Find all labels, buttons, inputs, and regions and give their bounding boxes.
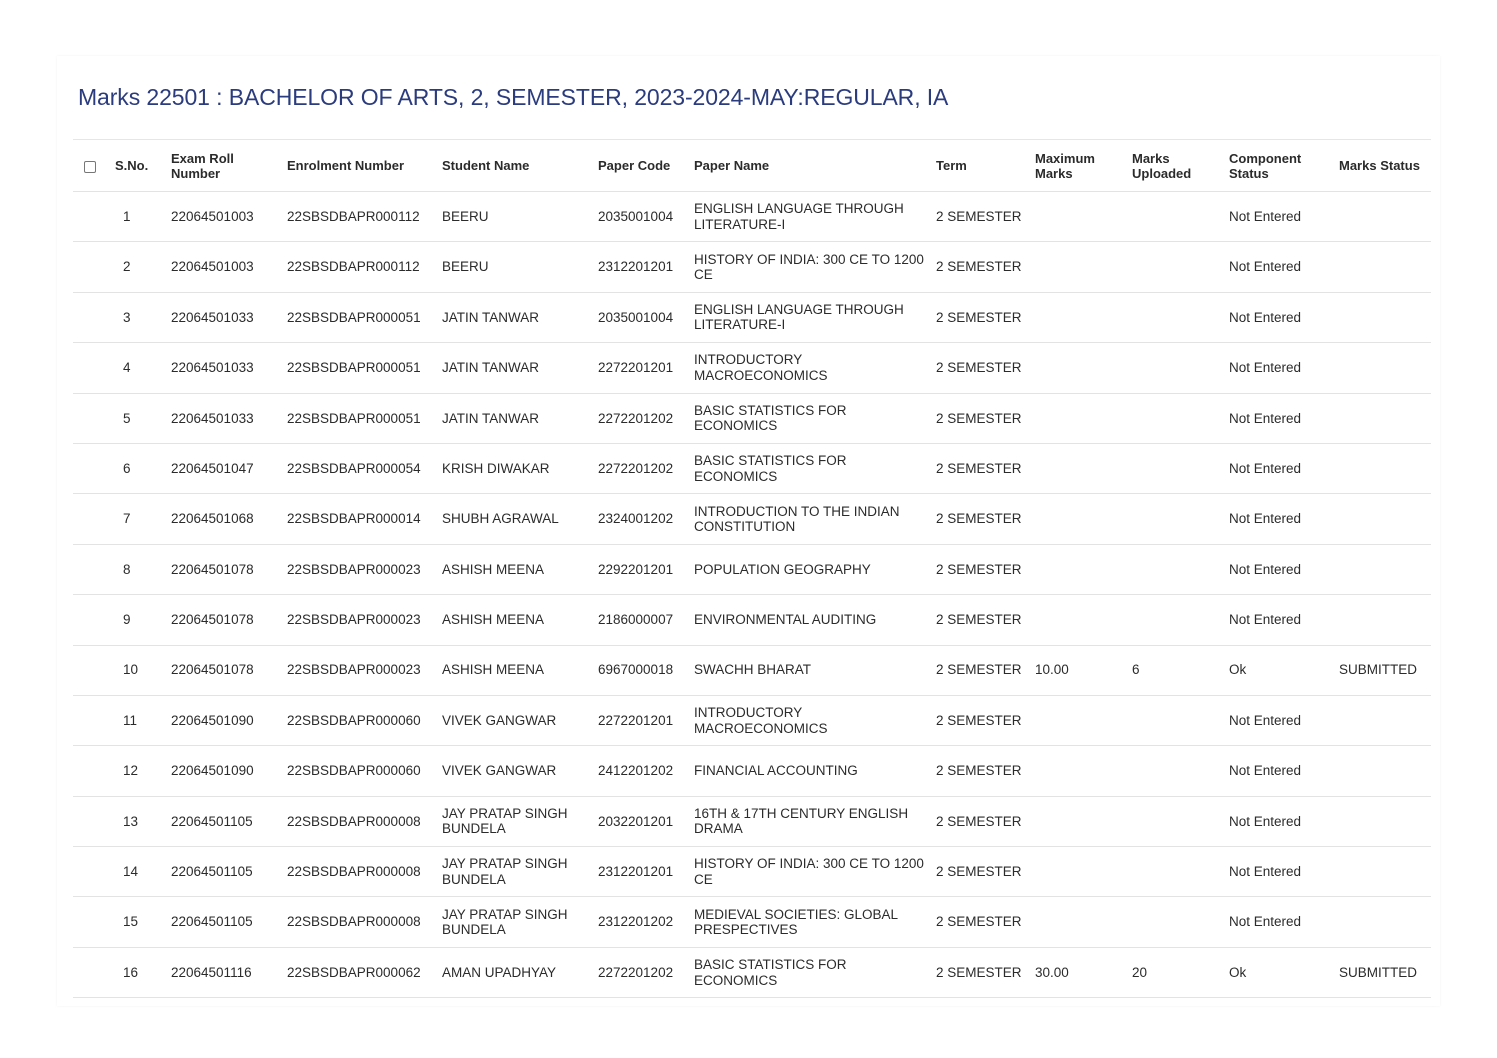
cell-paper-code: 6967000018 xyxy=(598,662,674,678)
cell-max-marks xyxy=(1029,544,1126,594)
cell-sno: 8 xyxy=(123,561,131,577)
cell-marks-uploaded xyxy=(1126,343,1223,393)
header-sno[interactable]: S.No. xyxy=(115,158,149,173)
table-row xyxy=(73,292,1431,342)
cell-max-marks xyxy=(1029,494,1126,544)
cell-marks-status xyxy=(1333,242,1431,292)
table-row xyxy=(73,494,1431,544)
cell-marks-uploaded xyxy=(1126,695,1223,745)
header-term[interactable]: Term xyxy=(936,158,967,173)
cell-student-name: ASHISH MEENA xyxy=(442,561,545,577)
table-row xyxy=(73,897,1431,947)
cell-sno: 2 xyxy=(123,259,131,275)
row-select-cell xyxy=(73,242,109,292)
cell-paper-name: BASIC STATISTICS FOR ECONOMICS xyxy=(694,957,847,988)
cell-sno: 9 xyxy=(123,612,131,628)
cell-component-status: Not Entered xyxy=(1229,712,1302,728)
cell-term: 2 SEMESTER xyxy=(936,763,1022,779)
cell-student-name: VIVEK GANGWAR xyxy=(442,763,557,779)
cell-enrolment: 22SBSDBAPR000008 xyxy=(287,813,421,829)
header-marks-status[interactable]: Marks Status xyxy=(1339,158,1420,173)
cell-term: 2 SEMESTER xyxy=(936,309,1022,325)
cell-sno: 13 xyxy=(123,813,139,829)
cell-term: 2 SEMESTER xyxy=(936,864,1022,880)
cell-marks-status xyxy=(1333,292,1431,342)
cell-paper-name: 16TH & 17TH CENTURY ENGLISH DRAMA xyxy=(694,805,909,837)
header-paper-code[interactable]: Paper Code xyxy=(598,158,671,173)
cell-enrolment: 22SBSDBAPR000051 xyxy=(287,410,421,426)
cell-exam-roll: 22064501105 xyxy=(171,813,253,829)
cell-student-name: AMAN UPADHYAY xyxy=(442,964,557,980)
cell-sno: 5 xyxy=(123,410,131,426)
cell-sno: 16 xyxy=(123,964,139,980)
cell-exam-roll: 22064501047 xyxy=(171,460,254,476)
cell-paper-code: 2272201201 xyxy=(598,360,674,376)
cell-term: 2 SEMESTER xyxy=(936,259,1022,275)
cell-exam-roll: 22064501078 xyxy=(171,561,254,577)
table-row xyxy=(73,595,1431,645)
cell-exam-roll: 22064501105 xyxy=(171,864,253,880)
cell-component-status: Not Entered xyxy=(1229,864,1302,880)
cell-marks-uploaded xyxy=(1126,242,1223,292)
cell-component-status: Not Entered xyxy=(1229,511,1302,527)
cell-marks-status: SUBMITTED xyxy=(1339,662,1418,678)
cell-exam-roll: 22064501033 xyxy=(171,360,254,376)
cell-paper-code: 2312201201 xyxy=(598,864,674,880)
table-row xyxy=(73,242,1431,292)
cell-paper-name: HISTORY OF INDIA: 300 CE TO 1200 CE xyxy=(694,856,924,887)
cell-paper-code: 2312201202 xyxy=(598,914,674,930)
cell-marks-status xyxy=(1333,796,1431,846)
cell-exam-roll: 22064501090 xyxy=(171,712,254,728)
cell-component-status: Not Entered xyxy=(1229,914,1302,930)
cell-marks-uploaded xyxy=(1126,494,1223,544)
cell-marks-uploaded xyxy=(1126,746,1223,796)
cell-student-name: JATIN TANWAR xyxy=(442,360,539,376)
cell-student-name: ASHISH MEENA xyxy=(442,612,545,628)
header-paper-name[interactable]: Paper Name xyxy=(694,158,770,173)
cell-paper-name: BASIC STATISTICS FOR ECONOMICS xyxy=(694,453,847,484)
cell-paper-name: POPULATION GEOGRAPHY xyxy=(694,561,871,577)
cell-marks-status xyxy=(1333,393,1431,443)
cell-component-status: Not Entered xyxy=(1229,813,1302,829)
table-row xyxy=(73,393,1431,443)
cell-marks-uploaded xyxy=(1126,292,1223,342)
cell-component-status: Not Entered xyxy=(1229,259,1302,275)
table-row xyxy=(73,746,1431,796)
cell-max-marks xyxy=(1029,746,1126,796)
cell-term: 2 SEMESTER xyxy=(936,360,1022,376)
cell-max-marks: 10.00 xyxy=(1035,662,1069,678)
cell-marks-uploaded xyxy=(1126,544,1223,594)
cell-paper-name: ENVIRONMENTAL AUDITING xyxy=(694,612,877,628)
row-select-cell xyxy=(73,343,109,393)
cell-paper-code: 2032201201 xyxy=(598,813,674,829)
cell-paper-name: INTRODUCTION TO THE INDIAN CONSTITUTION xyxy=(694,503,900,535)
cell-enrolment: 22SBSDBAPR000060 xyxy=(287,763,421,779)
cell-component-status: Ok xyxy=(1229,662,1247,678)
cell-term: 2 SEMESTER xyxy=(936,410,1022,426)
cell-exam-roll: 22064501033 xyxy=(171,309,254,325)
cell-max-marks xyxy=(1029,242,1126,292)
cell-sno: 7 xyxy=(123,511,131,527)
row-select-cell xyxy=(73,192,109,242)
cell-exam-roll: 22064501078 xyxy=(171,662,254,678)
cell-max-marks xyxy=(1029,343,1126,393)
cell-student-name: JATIN TANWAR xyxy=(442,309,539,325)
cell-term: 2 SEMESTER xyxy=(936,662,1022,678)
cell-max-marks xyxy=(1029,695,1126,745)
header-student-name[interactable]: Student Name xyxy=(442,158,530,173)
select-all-cell[interactable] xyxy=(73,140,109,192)
cell-max-marks xyxy=(1029,443,1126,493)
cell-paper-code: 2272201202 xyxy=(598,460,674,476)
cell-paper-code: 2412201202 xyxy=(598,763,674,779)
cell-student-name: SHUBH AGRAWAL xyxy=(442,511,559,527)
cell-component-status: Not Entered xyxy=(1229,309,1302,325)
header-max-marks[interactable]: Maximum Marks xyxy=(1035,150,1095,181)
cell-sno: 14 xyxy=(123,864,139,880)
cell-marks-status xyxy=(1333,343,1431,393)
cell-student-name: JATIN TANWAR xyxy=(442,410,539,426)
cell-component-status: Not Entered xyxy=(1229,208,1302,224)
cell-exam-roll: 22064501003 xyxy=(171,208,254,224)
cell-term: 2 SEMESTER xyxy=(936,561,1022,577)
cell-marks-status xyxy=(1333,544,1431,594)
table-row xyxy=(73,645,1431,695)
row-select-cell xyxy=(73,897,109,947)
cell-paper-name: INTRODUCTORY MACROECONOMICS xyxy=(694,705,828,736)
cell-student-name: JAY PRATAP SINGH BUNDELA xyxy=(442,856,568,887)
row-select-cell xyxy=(73,443,109,493)
cell-max-marks xyxy=(1029,595,1126,645)
cell-component-status: Not Entered xyxy=(1229,360,1302,376)
table-header-row xyxy=(73,140,1431,192)
row-select-cell xyxy=(73,645,109,695)
cell-student-name: VIVEK GANGWAR xyxy=(442,712,557,728)
header-marks-uploaded[interactable]: Marks Uploaded xyxy=(1132,150,1192,181)
cell-max-marks xyxy=(1029,292,1126,342)
cell-enrolment: 22SBSDBAPR000023 xyxy=(287,612,421,628)
cell-marks-uploaded xyxy=(1126,393,1223,443)
cell-exam-roll: 22064501116 xyxy=(171,964,252,980)
row-select-cell xyxy=(73,393,109,443)
cell-marks-uploaded: 6 xyxy=(1132,662,1140,678)
cell-enrolment: 22SBSDBAPR000054 xyxy=(287,460,421,476)
cell-student-name: ASHISH MEENA xyxy=(442,662,545,678)
cell-paper-name: INTRODUCTORY MACROECONOMICS xyxy=(694,352,828,383)
cell-max-marks xyxy=(1029,897,1126,947)
cell-sno: 6 xyxy=(123,460,131,476)
cell-paper-name: HISTORY OF INDIA: 300 CE TO 1200 CE xyxy=(694,251,924,283)
cell-paper-name: ENGLISH LANGUAGE THROUGH LITERATURE-I xyxy=(694,201,904,232)
cell-term: 2 SEMESTER xyxy=(936,813,1022,829)
cell-marks-uploaded: 20 xyxy=(1132,964,1148,980)
cell-sno: 1 xyxy=(123,208,131,224)
cell-student-name: KRISH DIWAKAR xyxy=(442,460,550,476)
cell-exam-roll: 22064501090 xyxy=(171,763,254,779)
cell-paper-code: 2272201202 xyxy=(598,964,674,980)
table-row xyxy=(73,847,1431,897)
cell-enrolment: 22SBSDBAPR000060 xyxy=(287,712,421,728)
cell-student-name: BEERU xyxy=(442,208,489,224)
row-select-cell xyxy=(73,595,109,645)
table-row xyxy=(73,343,1431,393)
cell-enrolment: 22SBSDBAPR000062 xyxy=(287,964,421,980)
cell-component-status: Not Entered xyxy=(1229,460,1302,476)
cell-paper-code: 2035001004 xyxy=(598,208,674,224)
cell-enrolment: 22SBSDBAPR000023 xyxy=(287,662,421,678)
cell-sno: 15 xyxy=(123,914,139,930)
cell-marks-status xyxy=(1333,443,1431,493)
cell-max-marks xyxy=(1029,847,1126,897)
row-select-cell xyxy=(73,292,109,342)
row-select-cell xyxy=(73,494,109,544)
cell-exam-roll: 22064501068 xyxy=(171,511,254,527)
cell-marks-status xyxy=(1333,192,1431,242)
cell-sno: 4 xyxy=(123,360,131,376)
cell-marks-uploaded xyxy=(1126,897,1223,947)
cell-exam-roll: 22064501033 xyxy=(171,410,254,426)
cell-paper-code: 2186000007 xyxy=(598,612,674,628)
cell-marks-uploaded xyxy=(1126,595,1223,645)
cell-max-marks xyxy=(1029,192,1126,242)
cell-enrolment: 22SBSDBAPR000112 xyxy=(287,208,420,224)
cell-marks-status xyxy=(1333,695,1431,745)
cell-paper-code: 2292201201 xyxy=(598,561,674,577)
cell-marks-status xyxy=(1333,494,1431,544)
cell-component-status: Ok xyxy=(1229,964,1247,980)
table-row xyxy=(73,695,1431,745)
header-exam-roll[interactable]: Exam Roll Number xyxy=(171,150,234,181)
cell-paper-name: MEDIEVAL SOCIETIES: GLOBAL PRESPECTIVES xyxy=(694,906,898,938)
cell-term: 2 SEMESTER xyxy=(936,612,1022,628)
cell-component-status: Not Entered xyxy=(1229,561,1302,577)
cell-term: 2 SEMESTER xyxy=(936,460,1022,476)
cell-enrolment: 22SBSDBAPR000008 xyxy=(287,864,421,880)
cell-paper-name: BASIC STATISTICS FOR ECONOMICS xyxy=(694,402,847,434)
cell-enrolment: 22SBSDBAPR000008 xyxy=(287,914,421,930)
cell-term: 2 SEMESTER xyxy=(936,964,1022,980)
page-title: Marks 22501 : BACHELOR OF ARTS, 2, SEMESTER, 2023-2024-MAY:REGULAR, IA xyxy=(78,84,949,110)
cell-student-name: JAY PRATAP SINGH BUNDELA xyxy=(442,805,568,837)
cell-enrolment: 22SBSDBAPR000051 xyxy=(287,360,421,376)
table-row xyxy=(73,544,1431,594)
cell-marks-uploaded xyxy=(1126,192,1223,242)
marks-table xyxy=(73,139,1431,998)
header-component-status[interactable]: Component Status xyxy=(1229,150,1302,181)
cell-marks-uploaded xyxy=(1126,443,1223,493)
table-row xyxy=(73,443,1431,493)
cell-sno: 3 xyxy=(123,309,131,325)
cell-component-status: Not Entered xyxy=(1229,763,1302,779)
row-select-cell xyxy=(73,947,109,997)
header-enrolment[interactable]: Enrolment Number xyxy=(287,158,405,173)
cell-paper-name: SWACHH BHARAT xyxy=(694,662,812,678)
cell-marks-status xyxy=(1333,595,1431,645)
cell-sno: 11 xyxy=(123,712,138,728)
cell-enrolment: 22SBSDBAPR000051 xyxy=(287,309,421,325)
row-select-cell xyxy=(73,847,109,897)
table-row xyxy=(73,796,1431,846)
cell-marks-uploaded xyxy=(1126,847,1223,897)
cell-term: 2 SEMESTER xyxy=(936,914,1022,930)
cell-marks-status xyxy=(1333,746,1431,796)
cell-exam-roll: 22064501105 xyxy=(171,914,253,930)
cell-component-status: Not Entered xyxy=(1229,612,1302,628)
row-select-cell xyxy=(73,796,109,846)
row-select-cell xyxy=(73,746,109,796)
cell-paper-code: 2272201202 xyxy=(598,410,674,426)
cell-paper-code: 2324001202 xyxy=(598,511,674,527)
cell-term: 2 SEMESTER xyxy=(936,511,1022,527)
cell-paper-name: ENGLISH LANGUAGE THROUGH LITERATURE-I xyxy=(694,301,904,333)
cell-max-marks xyxy=(1029,393,1126,443)
cell-marks-status xyxy=(1333,847,1431,897)
cell-marks-uploaded xyxy=(1126,796,1223,846)
cell-paper-code: 2272201201 xyxy=(598,712,674,728)
cell-max-marks: 30.00 xyxy=(1035,964,1069,980)
cell-marks-status: SUBMITTED xyxy=(1339,964,1418,980)
table-row xyxy=(73,947,1431,997)
cell-paper-code: 2035001004 xyxy=(598,309,674,325)
cell-marks-status xyxy=(1333,897,1431,947)
cell-term: 2 SEMESTER xyxy=(936,712,1022,728)
row-select-cell xyxy=(73,544,109,594)
cell-paper-code: 2312201201 xyxy=(598,259,674,275)
cell-enrolment: 22SBSDBAPR000014 xyxy=(287,511,421,527)
table-row xyxy=(73,192,1431,242)
cell-exam-roll: 22064501078 xyxy=(171,612,254,628)
cell-exam-roll: 22064501003 xyxy=(171,259,254,275)
cell-enrolment: 22SBSDBAPR000112 xyxy=(287,259,420,275)
cell-student-name: JAY PRATAP SINGH BUNDELA xyxy=(442,906,568,938)
cell-term: 2 SEMESTER xyxy=(936,208,1022,224)
cell-enrolment: 22SBSDBAPR000023 xyxy=(287,561,421,577)
cell-student-name: BEERU xyxy=(442,259,489,275)
cell-paper-name: FINANCIAL ACCOUNTING xyxy=(694,763,858,779)
cell-sno: 12 xyxy=(123,763,139,779)
cell-component-status: Not Entered xyxy=(1229,410,1302,426)
row-select-cell xyxy=(73,695,109,745)
cell-sno: 10 xyxy=(123,662,139,678)
cell-max-marks xyxy=(1029,796,1126,846)
select-all-checkbox[interactable] xyxy=(84,161,96,173)
